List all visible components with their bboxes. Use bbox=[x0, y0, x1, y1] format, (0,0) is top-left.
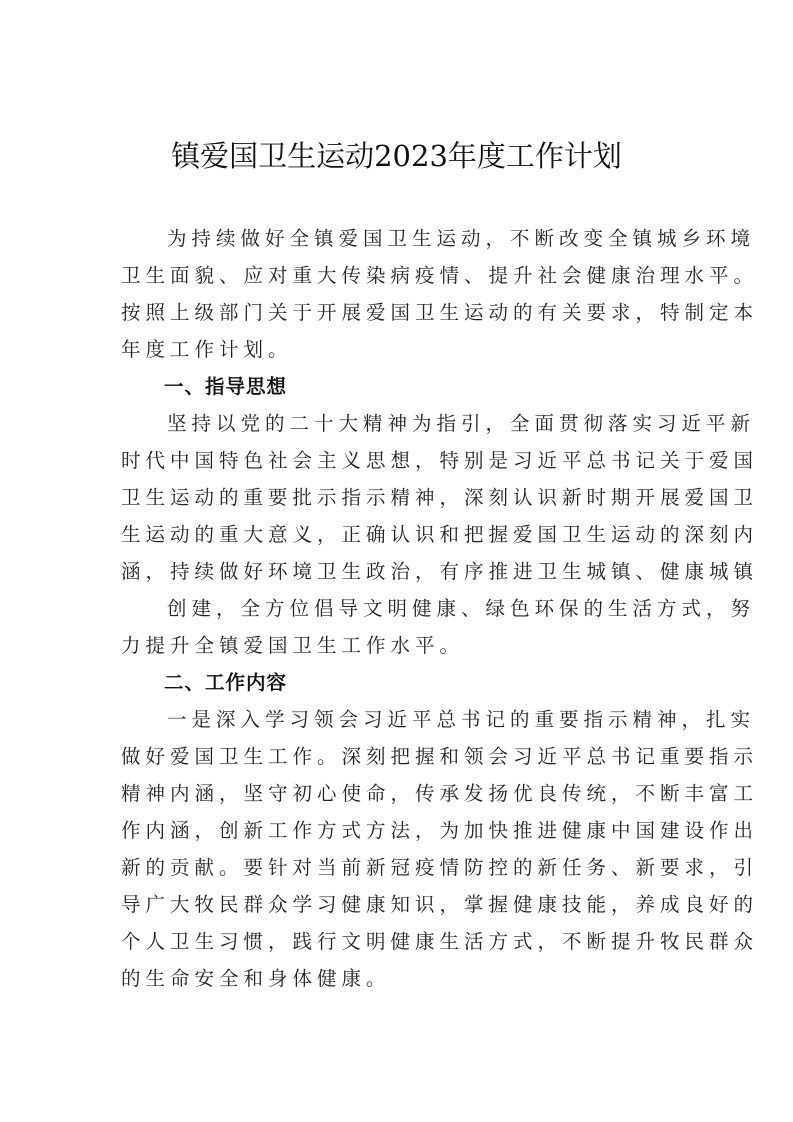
paragraph-line: 做好爱国卫生工作。深刻把握和领会习近平总书记重要指示 bbox=[121, 745, 759, 768]
document-body bbox=[121, 220, 759, 997]
paragraph-line: 创建，全方位倡导文明健康、绿色环保的生活方式，努 bbox=[167, 597, 756, 620]
paragraph-line: 个人卫生习惯，践行文明健康生活方式，不断提升牧民群众 bbox=[121, 930, 759, 953]
paragraph-line: 一是深入学习领会习近平总书记的重要指示精神，扎实 bbox=[167, 708, 756, 731]
paragraph-line: 涵，持续做好环境卫生政治，有序推进卫生城镇、健康城镇 bbox=[121, 560, 759, 583]
document-title: 镇爱国卫生运动2023年度工作计划 bbox=[171, 139, 622, 173]
paragraph-line: 时代中国特色社会主义思想，特别是习近平总书记关于爱国 bbox=[121, 449, 759, 472]
paragraph-line: 坚持以党的二十大精神为指引，全面贯彻落实习近平新 bbox=[167, 412, 756, 435]
section-heading-guiding-ideology: 一、指导思想 bbox=[164, 375, 288, 398]
paragraph-line: 为持续做好全镇爱国卫生运动，不断改变全镇城乡环境 bbox=[167, 227, 756, 250]
paragraph-line: 卫生面貌、应对重大传染病疫情、提升社会健康治理水平。 bbox=[121, 264, 759, 287]
paragraph-line: 新的贡献。要针对当前新冠疫情防控的新任务、新要求，引 bbox=[121, 856, 759, 879]
paragraph-line: 的生命安全和身体健康。 bbox=[121, 967, 391, 990]
paragraph-line: 精神内涵，坚守初心使命，传承发扬优良传统，不断丰富工 bbox=[121, 782, 759, 805]
paragraph-line: 年度工作计划。 bbox=[121, 338, 293, 361]
paragraph-line: 作内涵，创新工作方式方法，为加快推进健康中国建设作出 bbox=[121, 819, 759, 842]
paragraph-line: 导广大牧民群众学习健康知识，掌握健康技能，养成良好的 bbox=[121, 893, 759, 916]
paragraph-line: 力提升全镇爱国卫生工作水平。 bbox=[121, 634, 465, 657]
section-heading-work-content: 二、工作内容 bbox=[164, 671, 288, 694]
paragraph-line: 生运动的重大意义，正确认识和把握爱国卫生运动的深刻内 bbox=[121, 523, 759, 546]
paragraph-line: 卫生运动的重要批示指示精神，深刻认识新时期开展爱国卫 bbox=[121, 486, 759, 509]
paragraph-line: 按照上级部门关于开展爱国卫生运动的有关要求，特制定本 bbox=[121, 301, 759, 324]
